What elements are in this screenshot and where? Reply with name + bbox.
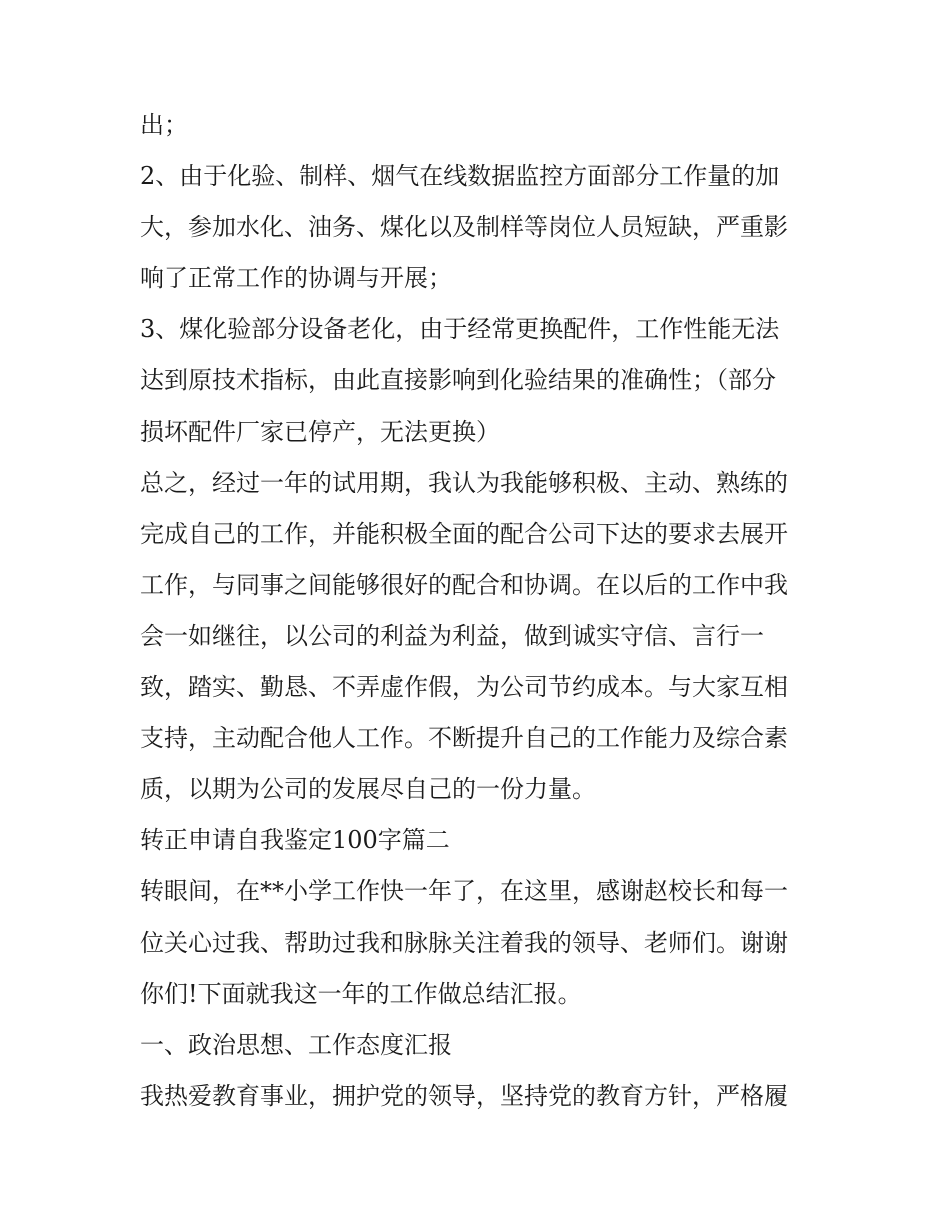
- text-line: 质，以期为公司的发展尽自己的一份力量。: [140, 775, 596, 804]
- text-line: 出；: [140, 111, 188, 139]
- text-line: 损坏配件厂家已停产，无法更换）: [140, 417, 500, 446]
- text-line: 3、煤化验部分设备老化，由于经常更换配件，工作性能无法: [140, 315, 780, 344]
- text-line: 大，参加水化、油务、煤化以及制样等岗位人员短缺，严重影: [140, 213, 788, 242]
- text-line: 你们!下面就我这一年的工作做总结汇报。: [140, 979, 582, 1008]
- text-line: 位关心过我、帮助过我和脉脉关注着我的领导、老师们。谢谢: [140, 928, 788, 957]
- section-heading: 转正申请自我鉴定100字篇二: [140, 826, 450, 855]
- text-line: 总之，经过一年的试用期，我认为我能够积极、主动、熟练的: [140, 468, 788, 497]
- text-line: 我热爱教育事业，拥护党的领导，坚持党的教育方针，严格履: [140, 1081, 788, 1110]
- text-line: 会一如继往，以公司的利益为利益，做到诚实守信、言行一: [140, 621, 764, 650]
- text-line: 响了正常工作的协调与开展；: [140, 264, 452, 293]
- text-line: 工作，与同事之间能够很好的配合和协调。在以后的工作中我: [140, 570, 788, 599]
- text-line: 转眼间，在**小学工作快一年了，在这里，感谢赵校长和每一: [140, 877, 788, 906]
- text-line: 支持，主动配合他人工作。不断提升自己的工作能力及综合素: [140, 724, 788, 753]
- document-page: [140, 100, 830, 1122]
- text-line: 达到原技术指标，由此直接影响到化验结果的准确性；（部分: [140, 366, 776, 395]
- text-line: 2、由于化验、制样、烟气在线数据监控方面部分工作量的加: [140, 162, 780, 191]
- text-line: 完成自己的工作，并能积极全面的配合公司下达的要求去展开: [140, 519, 788, 548]
- subsection-heading: 一、政治思想、工作态度汇报: [140, 1030, 452, 1059]
- text-line: 致，踏实、勤恳、不弄虚作假，为公司节约成本。与大家互相: [140, 673, 788, 702]
